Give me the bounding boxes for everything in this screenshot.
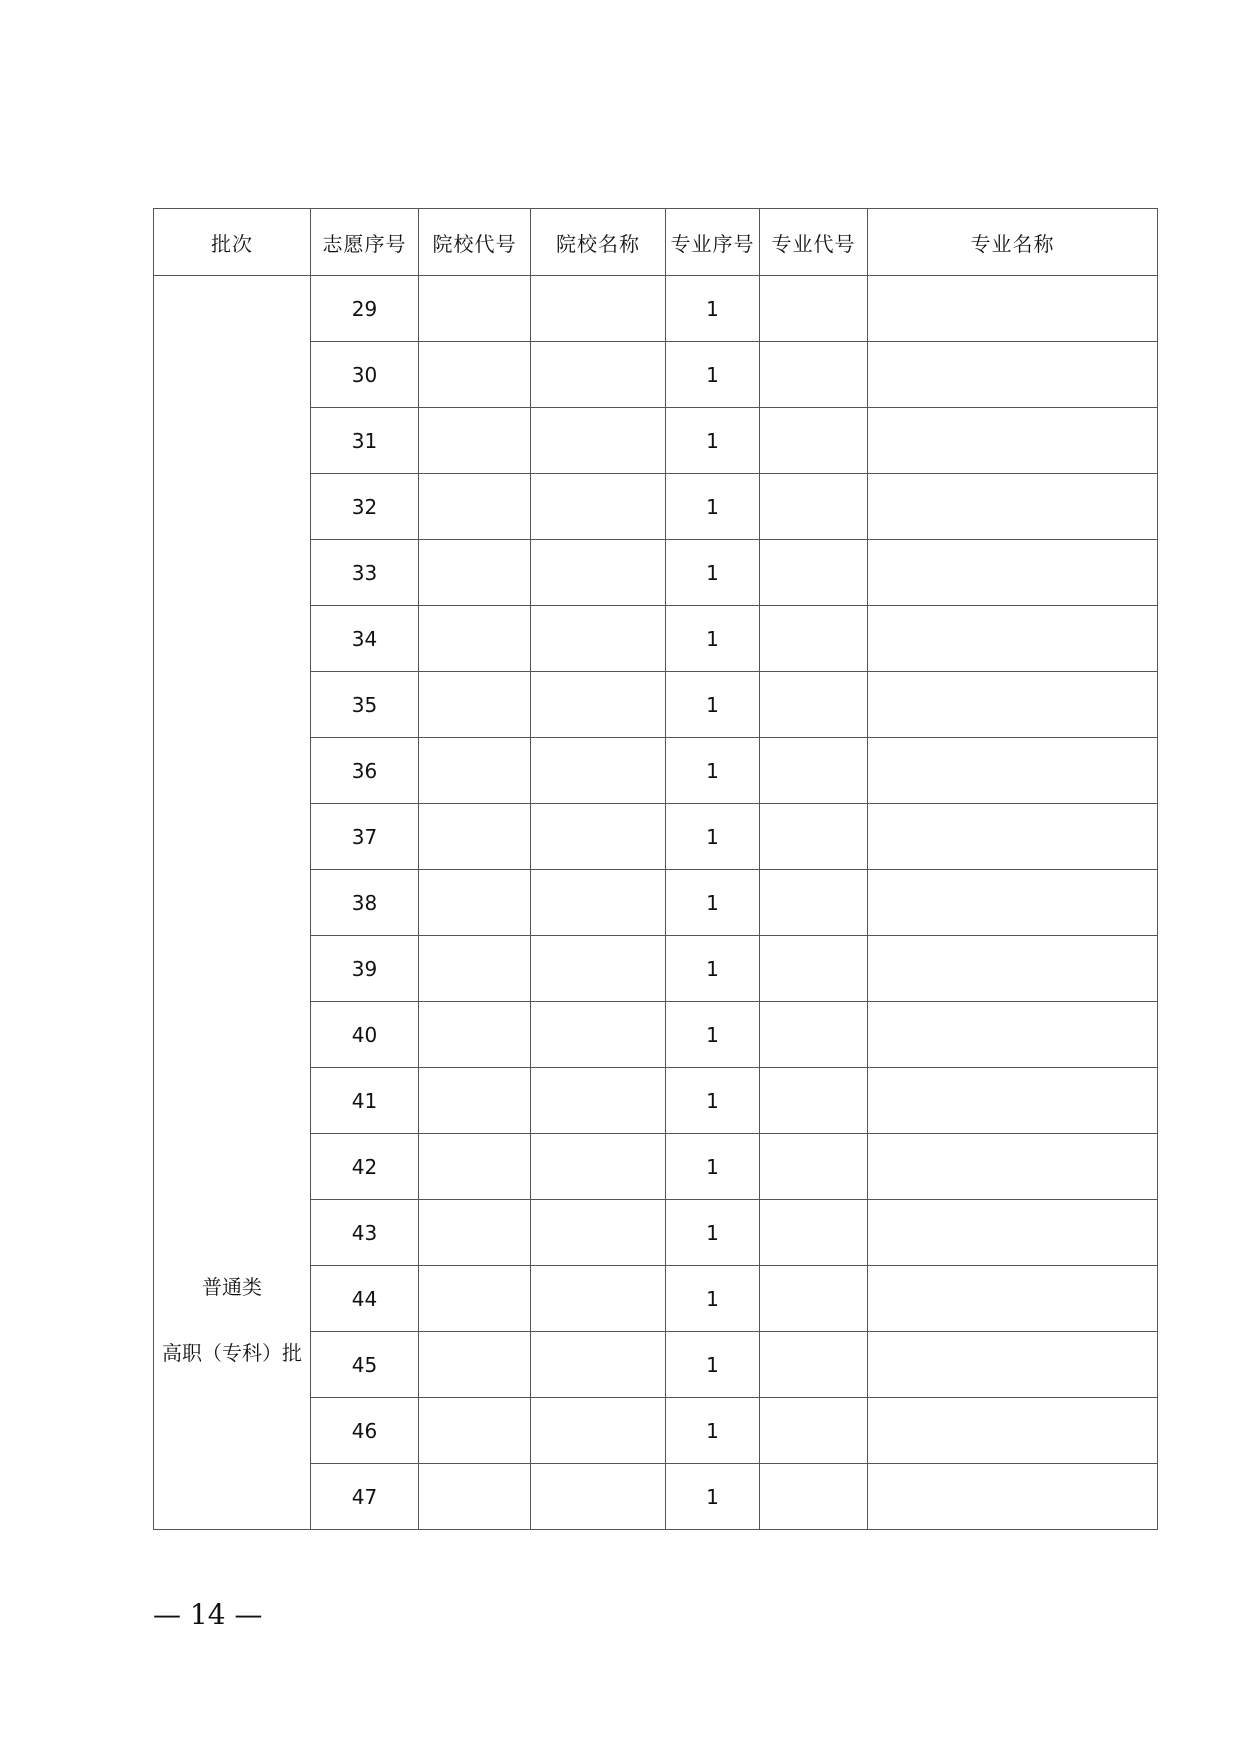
school-name-cell[interactable] <box>531 936 666 1002</box>
major-name-cell[interactable] <box>868 738 1158 804</box>
page-number: — 14 — <box>153 1598 263 1631</box>
major-seq-cell: 1 <box>666 738 760 804</box>
major-name-cell[interactable] <box>868 1266 1158 1332</box>
volunteer-form-table <box>153 208 1158 1530</box>
school-code-cell[interactable] <box>419 1068 531 1134</box>
table-row <box>154 276 1158 342</box>
batch-cell <box>154 276 311 1530</box>
major-seq-cell: 1 <box>666 870 760 936</box>
volunteer-seq-cell: 39 <box>311 936 419 1002</box>
major-code-cell[interactable] <box>760 936 868 1002</box>
major-code-cell[interactable] <box>760 1266 868 1332</box>
major-code-cell[interactable] <box>760 738 868 804</box>
major-seq-cell: 1 <box>666 1332 760 1398</box>
school-code-cell[interactable] <box>419 936 531 1002</box>
major-seq-cell: 1 <box>666 804 760 870</box>
volunteer-seq-cell: 29 <box>311 276 419 342</box>
major-name-cell[interactable] <box>868 1200 1158 1266</box>
school-code-cell[interactable] <box>419 342 531 408</box>
major-code-cell[interactable] <box>760 1134 868 1200</box>
volunteer-seq-cell: 41 <box>311 1068 419 1134</box>
school-name-cell[interactable] <box>531 606 666 672</box>
major-name-cell[interactable] <box>868 936 1158 1002</box>
major-code-cell[interactable] <box>760 408 868 474</box>
major-code-cell[interactable] <box>760 804 868 870</box>
school-name-cell[interactable] <box>531 804 666 870</box>
major-code-cell[interactable] <box>760 1200 868 1266</box>
school-code-cell[interactable] <box>419 870 531 936</box>
major-seq-cell: 1 <box>666 1200 760 1266</box>
school-name-cell[interactable] <box>531 738 666 804</box>
school-code-cell[interactable] <box>419 1200 531 1266</box>
school-name-cell[interactable] <box>531 1398 666 1464</box>
school-code-cell[interactable] <box>419 540 531 606</box>
school-name-cell[interactable] <box>531 408 666 474</box>
major-name-cell[interactable] <box>868 408 1158 474</box>
major-name-cell[interactable] <box>868 342 1158 408</box>
volunteer-seq-cell: 45 <box>311 1332 419 1398</box>
major-seq-cell: 1 <box>666 342 760 408</box>
school-code-cell[interactable] <box>419 738 531 804</box>
major-name-cell[interactable] <box>868 606 1158 672</box>
volunteer-seq-cell: 43 <box>311 1200 419 1266</box>
school-name-cell[interactable] <box>531 474 666 540</box>
major-name-cell[interactable] <box>868 540 1158 606</box>
major-seq-cell: 1 <box>666 540 760 606</box>
school-code-cell[interactable] <box>419 1398 531 1464</box>
major-name-cell[interactable] <box>868 804 1158 870</box>
major-code-cell[interactable] <box>760 540 868 606</box>
major-seq-cell: 1 <box>666 1266 760 1332</box>
school-name-cell[interactable] <box>531 276 666 342</box>
major-code-cell[interactable] <box>760 672 868 738</box>
major-name-cell[interactable] <box>868 1068 1158 1134</box>
school-code-cell[interactable] <box>419 474 531 540</box>
school-name-cell[interactable] <box>531 342 666 408</box>
volunteer-seq-cell: 34 <box>311 606 419 672</box>
school-code-cell[interactable] <box>419 606 531 672</box>
school-code-cell[interactable] <box>419 1332 531 1398</box>
major-seq-cell: 1 <box>666 1398 760 1464</box>
volunteer-seq-cell: 30 <box>311 342 419 408</box>
major-code-cell[interactable] <box>760 276 868 342</box>
major-code-cell[interactable] <box>760 1068 868 1134</box>
volunteer-seq-cell: 35 <box>311 672 419 738</box>
batch-name: 高职（专科）批 <box>162 1341 302 1365</box>
major-seq-cell: 1 <box>666 474 760 540</box>
volunteer-seq-cell: 40 <box>311 1002 419 1068</box>
school-code-cell[interactable] <box>419 276 531 342</box>
major-name-cell[interactable] <box>868 672 1158 738</box>
volunteer-seq-cell: 33 <box>311 540 419 606</box>
major-name-cell[interactable] <box>868 474 1158 540</box>
major-code-cell[interactable] <box>760 1464 868 1530</box>
school-name-cell[interactable] <box>531 870 666 936</box>
school-name-cell[interactable] <box>531 672 666 738</box>
major-code-cell[interactable] <box>760 1398 868 1464</box>
major-code-cell[interactable] <box>760 1332 868 1398</box>
volunteer-seq-cell: 38 <box>311 870 419 936</box>
school-name-cell[interactable] <box>531 1332 666 1398</box>
school-name-cell[interactable] <box>531 540 666 606</box>
school-name-cell[interactable] <box>531 1266 666 1332</box>
header-volunteer-seq: 志愿序号 <box>311 209 419 276</box>
school-code-cell[interactable] <box>419 804 531 870</box>
major-name-cell[interactable] <box>868 1398 1158 1464</box>
major-seq-cell: 1 <box>666 606 760 672</box>
volunteer-seq-cell: 36 <box>311 738 419 804</box>
header-major-name: 专业名称 <box>868 209 1158 276</box>
volunteer-seq-cell: 37 <box>311 804 419 870</box>
header-school-code: 院校代号 <box>419 209 531 276</box>
major-seq-cell: 1 <box>666 276 760 342</box>
major-code-cell[interactable] <box>760 474 868 540</box>
major-name-cell[interactable] <box>868 276 1158 342</box>
school-name-cell[interactable] <box>531 1134 666 1200</box>
volunteer-seq-cell: 42 <box>311 1134 419 1200</box>
header-school-name: 院校名称 <box>531 209 666 276</box>
volunteer-seq-cell: 47 <box>311 1464 419 1530</box>
volunteer-seq-cell: 31 <box>311 408 419 474</box>
major-seq-cell: 1 <box>666 408 760 474</box>
header-major-seq: 专业序号 <box>666 209 760 276</box>
school-code-cell[interactable] <box>419 1464 531 1530</box>
school-code-cell[interactable] <box>419 1002 531 1068</box>
batch-category: 普通类 <box>202 1275 262 1299</box>
major-name-cell[interactable] <box>868 1134 1158 1200</box>
header-batch: 批次 <box>154 209 311 276</box>
school-code-cell[interactable] <box>419 1266 531 1332</box>
major-seq-cell: 1 <box>666 1134 760 1200</box>
school-code-cell[interactable] <box>419 408 531 474</box>
major-code-cell[interactable] <box>760 1002 868 1068</box>
major-name-cell[interactable] <box>868 1332 1158 1398</box>
school-name-cell[interactable] <box>531 1200 666 1266</box>
major-seq-cell: 1 <box>666 672 760 738</box>
major-seq-cell: 1 <box>666 1068 760 1134</box>
school-name-cell[interactable] <box>531 1002 666 1068</box>
major-seq-cell: 1 <box>666 1002 760 1068</box>
major-seq-cell: 1 <box>666 1464 760 1530</box>
school-name-cell[interactable] <box>531 1464 666 1530</box>
volunteer-seq-cell: 44 <box>311 1266 419 1332</box>
major-code-cell[interactable] <box>760 606 868 672</box>
volunteer-seq-cell: 46 <box>311 1398 419 1464</box>
major-name-cell[interactable] <box>868 1002 1158 1068</box>
school-name-cell[interactable] <box>531 1068 666 1134</box>
major-name-cell[interactable] <box>868 870 1158 936</box>
header-row <box>154 209 1158 276</box>
volunteer-seq-cell: 32 <box>311 474 419 540</box>
major-code-cell[interactable] <box>760 342 868 408</box>
school-code-cell[interactable] <box>419 672 531 738</box>
major-name-cell[interactable] <box>868 1464 1158 1530</box>
table-body <box>154 276 1158 1530</box>
major-seq-cell: 1 <box>666 936 760 1002</box>
school-code-cell[interactable] <box>419 1134 531 1200</box>
header-major-code: 专业代号 <box>760 209 868 276</box>
major-code-cell[interactable] <box>760 870 868 936</box>
